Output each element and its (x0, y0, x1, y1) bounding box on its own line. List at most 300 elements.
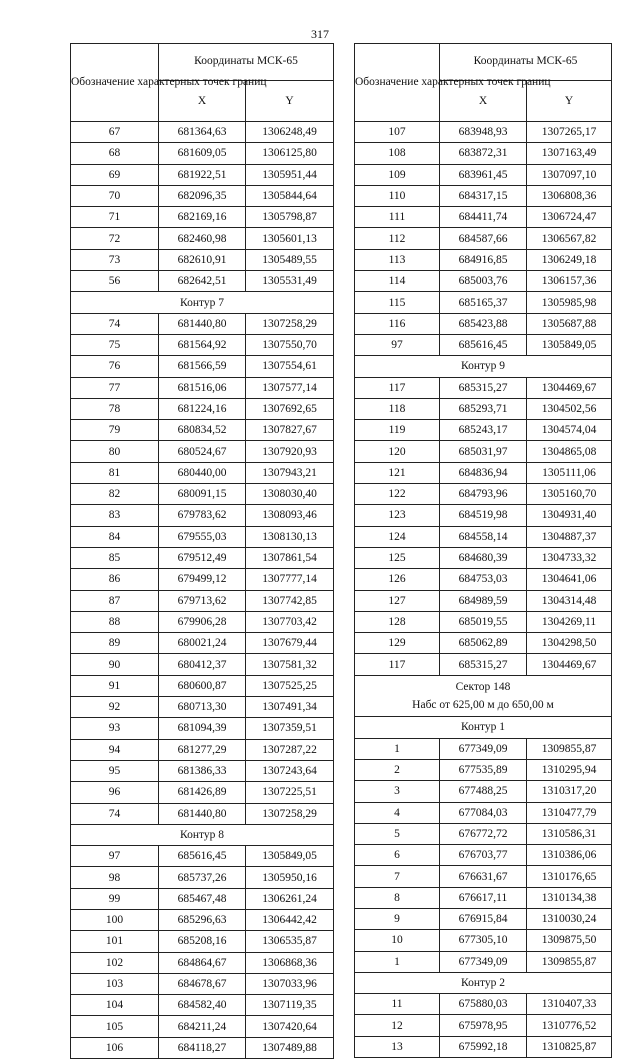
table-row (71, 995, 334, 1016)
x-coordinate-cell: 677488,25 (440, 781, 527, 802)
y-coordinate-cell: 1304574,04 (527, 420, 612, 441)
table-row (71, 697, 334, 718)
point-number-cell: 126 (355, 569, 440, 590)
point-number-cell: 13 (355, 1036, 440, 1057)
table-row (71, 185, 334, 206)
y-coordinate-cell: 1305687,88 (527, 313, 612, 334)
y-coordinate-cell: 1304469,67 (527, 377, 612, 398)
x-coordinate-cell: 677349,09 (440, 738, 527, 759)
point-number-cell: 117 (355, 377, 440, 398)
y-coordinate-cell: 1304269,11 (527, 611, 612, 632)
table-row (355, 207, 612, 228)
x-coordinate-cell: 679783,62 (159, 505, 246, 526)
contour-heading-row (355, 717, 612, 738)
point-number-cell: 123 (355, 505, 440, 526)
sector-elevation-range: Набс от 625,00 м до 650,00 м (412, 699, 554, 712)
point-number-cell: 69 (71, 164, 159, 185)
contour-heading: Контур 8 (71, 824, 334, 845)
contour-heading: Контур 7 (71, 292, 334, 313)
x-coordinate-cell: 685315,27 (440, 654, 527, 675)
table-row (71, 143, 334, 164)
header-coordinates: Координаты МСК-65 (159, 44, 334, 81)
x-coordinate-cell: 676631,67 (440, 866, 527, 887)
table-row (71, 441, 334, 462)
point-number-cell: 120 (355, 441, 440, 462)
table-row (355, 930, 612, 951)
x-coordinate-cell: 679499,12 (159, 569, 246, 590)
x-coordinate-cell: 676703,77 (440, 845, 527, 866)
y-coordinate-cell: 1307258,29 (246, 313, 334, 334)
y-coordinate-cell: 1307287,22 (246, 739, 334, 760)
y-coordinate-cell: 1307033,96 (246, 973, 334, 994)
x-coordinate-cell: 684753,03 (440, 569, 527, 590)
y-coordinate-cell: 1305531,49 (246, 271, 334, 292)
point-number-cell: 128 (355, 611, 440, 632)
y-coordinate-cell: 1307265,17 (527, 122, 612, 143)
y-coordinate-cell: 1304469,67 (527, 654, 612, 675)
table-body-right (355, 122, 612, 1058)
x-coordinate-cell: 681440,80 (159, 803, 246, 824)
x-coordinate-cell: 682169,16 (159, 207, 246, 228)
x-coordinate-cell: 680412,37 (159, 654, 246, 675)
y-coordinate-cell: 1305849,05 (527, 334, 612, 355)
point-number-cell: 71 (71, 207, 159, 228)
x-coordinate-cell: 680021,24 (159, 633, 246, 654)
point-number-cell: 9 (355, 908, 440, 929)
y-coordinate-cell: 1307581,32 (246, 654, 334, 675)
x-coordinate-cell: 681386,33 (159, 760, 246, 781)
point-number-cell: 125 (355, 547, 440, 568)
y-coordinate-cell: 1310295,94 (527, 759, 612, 780)
x-coordinate-cell: 684916,85 (440, 249, 527, 270)
y-coordinate-cell: 1308130,13 (246, 526, 334, 547)
table-row (355, 654, 612, 675)
x-coordinate-cell: 682642,51 (159, 271, 246, 292)
table-row (71, 1016, 334, 1037)
point-number-cell: 86 (71, 569, 159, 590)
table-row (71, 633, 334, 654)
table-row (71, 739, 334, 760)
point-number-cell: 68 (71, 143, 159, 164)
y-coordinate-cell: 1307525,25 (246, 675, 334, 696)
point-number-cell: 92 (71, 697, 159, 718)
contour-heading-row (355, 972, 612, 993)
table-row (355, 590, 612, 611)
header-designation: Обозначение характерных точек границ (355, 44, 440, 122)
table-row (71, 675, 334, 696)
point-number-cell: 76 (71, 356, 159, 377)
y-coordinate-cell: 1304298,50 (527, 633, 612, 654)
table-row (71, 973, 334, 994)
x-coordinate-cell: 681224,16 (159, 398, 246, 419)
x-coordinate-cell: 681516,06 (159, 377, 246, 398)
point-number-cell: 91 (71, 675, 159, 696)
point-number-cell: 80 (71, 441, 159, 462)
point-number-cell: 70 (71, 185, 159, 206)
point-number-cell: 74 (71, 313, 159, 334)
y-coordinate-cell: 1305849,05 (246, 846, 334, 867)
table-row (355, 313, 612, 334)
point-number-cell: 111 (355, 207, 440, 228)
table-row (71, 846, 334, 867)
table-row (355, 781, 612, 802)
point-number-cell: 6 (355, 845, 440, 866)
table-row (71, 207, 334, 228)
table-row (71, 377, 334, 398)
table-row (71, 867, 334, 888)
y-coordinate-cell: 1310386,06 (527, 845, 612, 866)
coordinates-table-right (354, 43, 612, 1058)
header-x: X (440, 81, 527, 122)
table-row (355, 334, 612, 355)
y-coordinate-cell: 1306442,42 (246, 909, 334, 930)
table-row (355, 759, 612, 780)
point-number-cell: 84 (71, 526, 159, 547)
x-coordinate-cell: 676915,84 (440, 908, 527, 929)
x-coordinate-cell: 677349,09 (440, 951, 527, 972)
table-row (71, 164, 334, 185)
point-number-cell: 78 (71, 398, 159, 419)
point-number-cell: 75 (71, 334, 159, 355)
y-coordinate-cell: 1307420,64 (246, 1016, 334, 1037)
table-row (71, 420, 334, 441)
y-coordinate-cell: 1306567,82 (527, 228, 612, 249)
point-number-cell: 72 (71, 228, 159, 249)
sector-title: Сектор 148 (455, 681, 511, 694)
point-number-cell: 110 (355, 185, 440, 206)
contour-heading: Контур 9 (355, 356, 612, 377)
x-coordinate-cell: 684864,67 (159, 952, 246, 973)
x-coordinate-cell: 680440,00 (159, 462, 246, 483)
point-number-cell: 124 (355, 526, 440, 547)
point-number-cell: 101 (71, 931, 159, 952)
point-number-cell: 73 (71, 249, 159, 270)
y-coordinate-cell: 1307359,51 (246, 718, 334, 739)
x-coordinate-cell: 681922,51 (159, 164, 246, 185)
table-row (355, 526, 612, 547)
x-coordinate-cell: 677535,89 (440, 759, 527, 780)
y-coordinate-cell: 1310176,65 (527, 866, 612, 887)
y-coordinate-cell: 1310825,87 (527, 1036, 612, 1057)
point-number-cell: 115 (355, 292, 440, 313)
x-coordinate-cell: 685423,88 (440, 313, 527, 334)
point-number-cell: 88 (71, 611, 159, 632)
x-coordinate-cell: 681440,80 (159, 313, 246, 334)
y-coordinate-cell: 1306724,47 (527, 207, 612, 228)
table-row (71, 334, 334, 355)
point-number-cell: 103 (71, 973, 159, 994)
x-coordinate-cell: 683948,93 (440, 122, 527, 143)
x-coordinate-cell: 685296,63 (159, 909, 246, 930)
table-row (355, 887, 612, 908)
point-number-cell: 102 (71, 952, 159, 973)
point-number-cell: 109 (355, 164, 440, 185)
point-number-cell: 7 (355, 866, 440, 887)
y-coordinate-cell: 1307679,44 (246, 633, 334, 654)
point-number-cell: 107 (355, 122, 440, 143)
point-number-cell: 83 (71, 505, 159, 526)
x-coordinate-cell: 684793,96 (440, 484, 527, 505)
point-number-cell: 112 (355, 228, 440, 249)
y-coordinate-cell: 1305951,44 (246, 164, 334, 185)
table-row (355, 505, 612, 526)
y-coordinate-cell: 1306249,18 (527, 249, 612, 270)
point-number-cell: 98 (71, 867, 159, 888)
y-coordinate-cell: 1309855,87 (527, 738, 612, 759)
table-row (71, 760, 334, 781)
table-row (355, 951, 612, 972)
point-number-cell: 81 (71, 462, 159, 483)
point-number-cell: 85 (71, 547, 159, 568)
point-number-cell: 108 (355, 143, 440, 164)
point-number-cell: 113 (355, 249, 440, 270)
table-row (71, 313, 334, 334)
x-coordinate-cell: 684836,94 (440, 462, 527, 483)
y-coordinate-cell: 1304502,56 (527, 398, 612, 419)
x-coordinate-cell: 683872,31 (440, 143, 527, 164)
point-number-cell: 10 (355, 930, 440, 951)
y-coordinate-cell: 1309875,50 (527, 930, 612, 951)
y-coordinate-cell: 1307777,14 (246, 569, 334, 590)
x-coordinate-cell: 680713,30 (159, 697, 246, 718)
point-number-cell: 117 (355, 654, 440, 675)
point-number-cell: 77 (71, 377, 159, 398)
y-coordinate-cell: 1307163,49 (527, 143, 612, 164)
table-row (71, 462, 334, 483)
x-coordinate-cell: 682460,98 (159, 228, 246, 249)
x-coordinate-cell: 675992,18 (440, 1036, 527, 1057)
point-number-cell: 104 (71, 995, 159, 1016)
contour-heading-row (71, 824, 334, 845)
y-coordinate-cell: 1307491,34 (246, 697, 334, 718)
table-row (71, 271, 334, 292)
point-number-cell: 74 (71, 803, 159, 824)
x-coordinate-cell: 681364,63 (159, 122, 246, 143)
table-row (71, 931, 334, 952)
y-coordinate-cell: 1310317,20 (527, 781, 612, 802)
x-coordinate-cell: 685293,71 (440, 398, 527, 419)
x-coordinate-cell: 681426,89 (159, 782, 246, 803)
table-row (355, 122, 612, 143)
point-number-cell: 79 (71, 420, 159, 441)
table-row (71, 1037, 334, 1058)
x-coordinate-cell: 684558,14 (440, 526, 527, 547)
y-coordinate-cell: 1306808,36 (527, 185, 612, 206)
y-coordinate-cell: 1310776,52 (527, 1015, 612, 1036)
point-number-cell: 1 (355, 738, 440, 759)
x-coordinate-cell: 683961,45 (440, 164, 527, 185)
x-coordinate-cell: 682096,35 (159, 185, 246, 206)
table-row (71, 228, 334, 249)
point-number-cell: 97 (71, 846, 159, 867)
table-row (355, 866, 612, 887)
y-coordinate-cell: 1307119,35 (246, 995, 334, 1016)
point-number-cell: 95 (71, 760, 159, 781)
table-row (355, 185, 612, 206)
x-coordinate-cell: 685467,48 (159, 888, 246, 909)
y-coordinate-cell: 1304314,48 (527, 590, 612, 611)
table-row (355, 547, 612, 568)
point-number-cell: 4 (355, 802, 440, 823)
x-coordinate-cell: 675978,95 (440, 1015, 527, 1036)
table-row (71, 547, 334, 568)
y-coordinate-cell: 1305160,70 (527, 484, 612, 505)
x-coordinate-cell: 679512,49 (159, 547, 246, 568)
y-coordinate-cell: 1306535,87 (246, 931, 334, 952)
y-coordinate-cell: 1306125,80 (246, 143, 334, 164)
table-row (71, 484, 334, 505)
x-coordinate-cell: 677084,03 (440, 802, 527, 823)
y-coordinate-cell: 1305844,64 (246, 185, 334, 206)
point-number-cell: 127 (355, 590, 440, 611)
table-row (71, 505, 334, 526)
table-row (355, 823, 612, 844)
x-coordinate-cell: 682610,91 (159, 249, 246, 270)
table-row (71, 249, 334, 270)
y-coordinate-cell: 1307550,70 (246, 334, 334, 355)
table-row (71, 909, 334, 930)
point-number-cell: 96 (71, 782, 159, 803)
table-row (355, 164, 612, 185)
x-coordinate-cell: 680091,15 (159, 484, 246, 505)
x-coordinate-cell: 684989,59 (440, 590, 527, 611)
y-coordinate-cell: 1304931,40 (527, 505, 612, 526)
x-coordinate-cell: 685019,55 (440, 611, 527, 632)
y-coordinate-cell: 1306157,36 (527, 271, 612, 292)
table-row (355, 249, 612, 270)
table-row (355, 994, 612, 1015)
point-number-cell: 114 (355, 271, 440, 292)
y-coordinate-cell: 1305111,06 (527, 462, 612, 483)
y-coordinate-cell: 1304887,37 (527, 526, 612, 547)
table-row (355, 462, 612, 483)
table-row (355, 908, 612, 929)
table-row (355, 420, 612, 441)
table-row (355, 845, 612, 866)
point-number-cell: 5 (355, 823, 440, 844)
point-number-cell: 3 (355, 781, 440, 802)
point-number-cell: 106 (71, 1037, 159, 1058)
x-coordinate-cell: 681566,59 (159, 356, 246, 377)
y-coordinate-cell: 1305489,55 (246, 249, 334, 270)
x-coordinate-cell: 684211,24 (159, 1016, 246, 1037)
x-coordinate-cell: 684118,27 (159, 1037, 246, 1058)
point-number-cell: 94 (71, 739, 159, 760)
x-coordinate-cell: 679713,62 (159, 590, 246, 611)
x-coordinate-cell: 685165,37 (440, 292, 527, 313)
x-coordinate-cell: 680524,67 (159, 441, 246, 462)
x-coordinate-cell: 675880,03 (440, 994, 527, 1015)
page-number: 317 (311, 27, 329, 41)
y-coordinate-cell: 1308030,40 (246, 484, 334, 505)
y-coordinate-cell: 1305601,13 (246, 228, 334, 249)
y-coordinate-cell: 1310134,38 (527, 887, 612, 908)
table-row (71, 888, 334, 909)
contour-heading: Контур 2 (355, 972, 612, 993)
coordinates-table-left (70, 43, 334, 1059)
table-row (355, 484, 612, 505)
x-coordinate-cell: 680600,87 (159, 675, 246, 696)
sector-heading-row (355, 675, 612, 717)
table-row (71, 356, 334, 377)
x-coordinate-cell: 681564,92 (159, 334, 246, 355)
y-coordinate-cell: 1308093,46 (246, 505, 334, 526)
point-number-cell: 1 (355, 951, 440, 972)
x-coordinate-cell: 684678,67 (159, 973, 246, 994)
x-coordinate-cell: 684587,66 (440, 228, 527, 249)
y-coordinate-cell: 1304641,06 (527, 569, 612, 590)
point-number-cell: 119 (355, 420, 440, 441)
table-row (355, 398, 612, 419)
point-number-cell: 67 (71, 122, 159, 143)
y-coordinate-cell: 1307861,54 (246, 547, 334, 568)
y-coordinate-cell: 1307827,67 (246, 420, 334, 441)
point-number-cell: 105 (71, 1016, 159, 1037)
table-row (355, 569, 612, 590)
x-coordinate-cell: 685003,76 (440, 271, 527, 292)
point-number-cell: 116 (355, 313, 440, 334)
point-number-cell: 93 (71, 718, 159, 739)
y-coordinate-cell: 1307943,21 (246, 462, 334, 483)
point-number-cell: 129 (355, 633, 440, 654)
x-coordinate-cell: 680834,52 (159, 420, 246, 441)
y-coordinate-cell: 1306261,24 (246, 888, 334, 909)
x-coordinate-cell: 679906,28 (159, 611, 246, 632)
y-coordinate-cell: 1307097,10 (527, 164, 612, 185)
x-coordinate-cell: 685031,97 (440, 441, 527, 462)
point-number-cell: 12 (355, 1015, 440, 1036)
point-number-cell: 89 (71, 633, 159, 654)
x-coordinate-cell: 685737,26 (159, 867, 246, 888)
y-coordinate-cell: 1307489,88 (246, 1037, 334, 1058)
x-coordinate-cell: 676772,72 (440, 823, 527, 844)
point-number-cell: 121 (355, 462, 440, 483)
table-row (355, 441, 612, 462)
y-coordinate-cell: 1306248,49 (246, 122, 334, 143)
y-coordinate-cell: 1310030,24 (527, 908, 612, 929)
x-coordinate-cell: 684680,39 (440, 547, 527, 568)
point-number-cell: 97 (355, 334, 440, 355)
table-row (71, 611, 334, 632)
table-row (71, 782, 334, 803)
y-coordinate-cell: 1305798,87 (246, 207, 334, 228)
point-number-cell: 2 (355, 759, 440, 780)
header-designation: Обозначение характерных точек границ (71, 44, 159, 122)
x-coordinate-cell: 684519,98 (440, 505, 527, 526)
point-number-cell: 122 (355, 484, 440, 505)
x-coordinate-cell: 685616,45 (440, 334, 527, 355)
table-row (71, 590, 334, 611)
point-number-cell: 82 (71, 484, 159, 505)
point-number-cell: 56 (71, 271, 159, 292)
x-coordinate-cell: 684317,15 (440, 185, 527, 206)
table-row (71, 122, 334, 143)
x-coordinate-cell: 676617,11 (440, 887, 527, 908)
point-number-cell: 90 (71, 654, 159, 675)
y-coordinate-cell: 1309855,87 (527, 951, 612, 972)
table-row (355, 611, 612, 632)
y-coordinate-cell: 1310407,33 (527, 994, 612, 1015)
table-row (355, 377, 612, 398)
y-coordinate-cell: 1307742,85 (246, 590, 334, 611)
table-row (71, 526, 334, 547)
x-coordinate-cell: 685243,17 (440, 420, 527, 441)
table-row (355, 1015, 612, 1036)
y-coordinate-cell: 1307554,61 (246, 356, 334, 377)
table-row (71, 952, 334, 973)
x-coordinate-cell: 679555,03 (159, 526, 246, 547)
y-coordinate-cell: 1305985,98 (527, 292, 612, 313)
